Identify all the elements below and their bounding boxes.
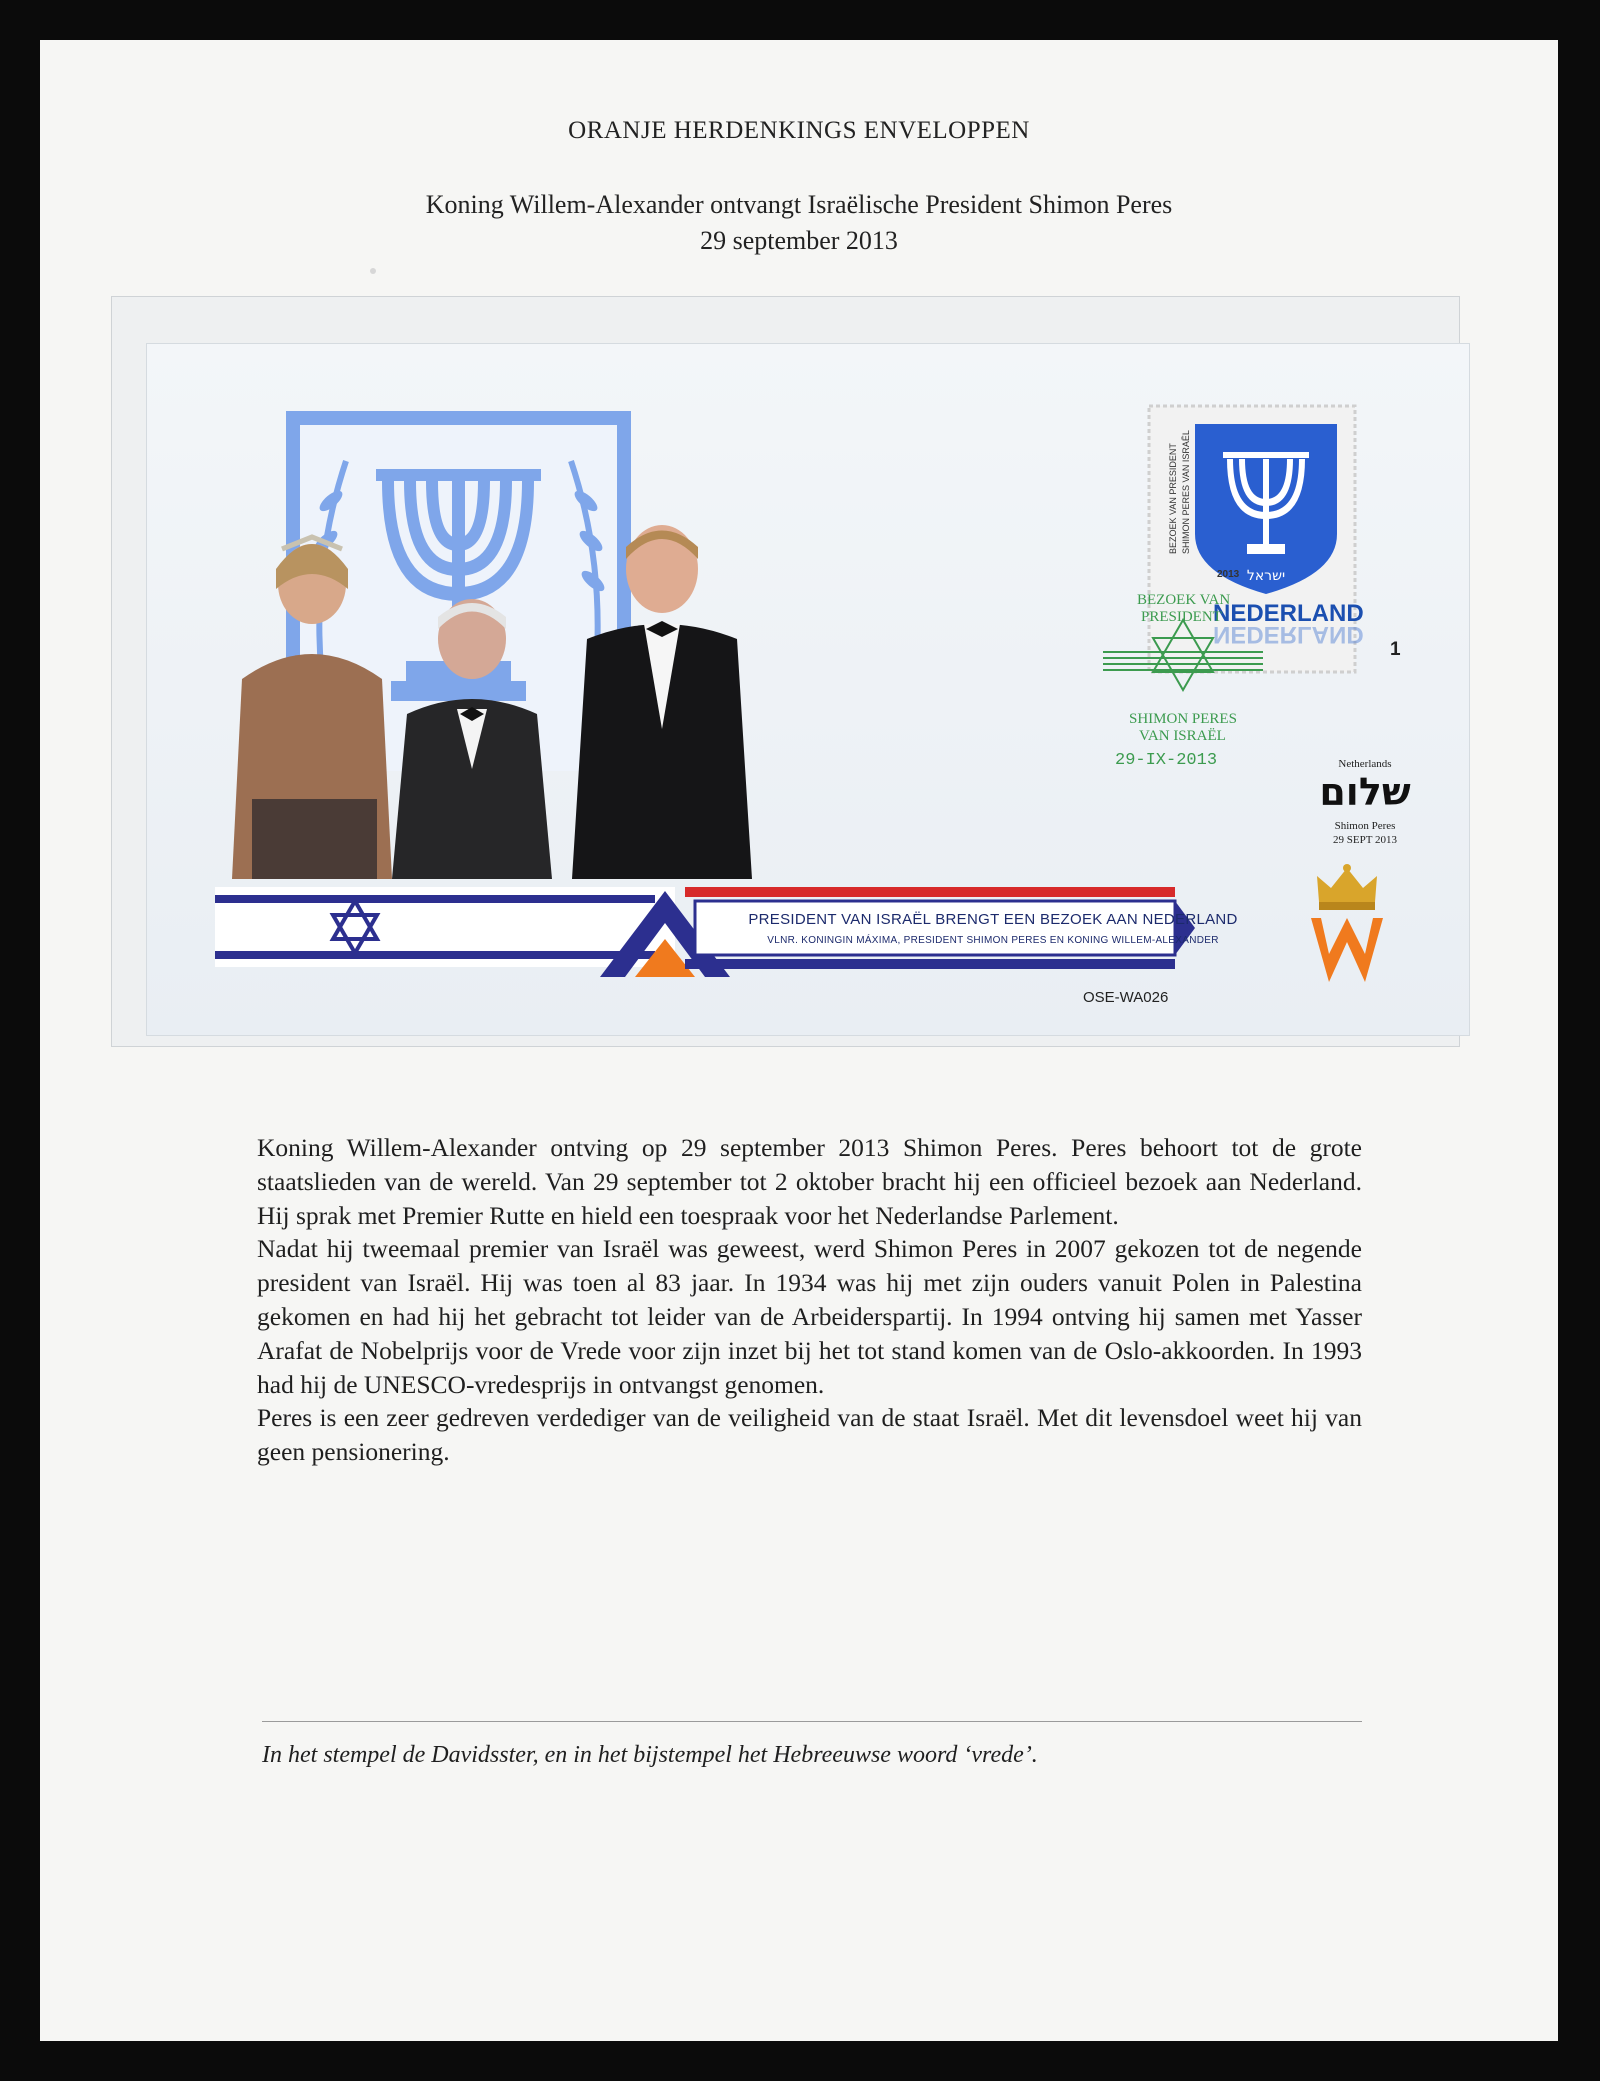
description-paragraph-2: Nadat hij tweemaal premier van Israël was geweest, werd Shimon Peres in 2007 gekozen tot de negende president van Israël. Hij was toen al 83 jaar. In 1934 was hij met zijn ouders vanuit Polen in Palestina gekomen en had hij het gebracht tot leider van de Arbeiderspartij. In 1994 ontving hij samen met Yasser Arafat de Nobelprijs voor de Vrede voor zijn inzet bij het tot stand komen van de Oslo-akkoorden. In 1993 had hij de UNESCO-vredesprijs in ontvangst genomen. bbox=[257, 1234, 1362, 1399]
description-text bbox=[257, 1131, 1362, 1469]
photo-person-king bbox=[572, 525, 752, 879]
description-paragraph-1: Koning Willem-Alexander ontving op 29 september 2013 Shimon Peres. Peres behoort tot de grote staatslieden van de wereld. Van 29 september tot 2 oktober bracht hij een officieel bezoek aan Nederland. Hij sprak met Premier Rutte en hield een toespraak voor het Nederlandse Parlement. bbox=[257, 1133, 1362, 1230]
stamp-side-text-2: SHIMON PERES VAN ISRAËL bbox=[1181, 430, 1191, 554]
aux-mark-country: Netherlands bbox=[1338, 758, 1392, 770]
stamp-value: 1 bbox=[1390, 639, 1401, 660]
page-title: ORANJE HERDENKINGS ENVELOPPEN bbox=[568, 117, 1030, 144]
page-subtitle: Koning Willem-Alexander ontvangt Israëlische President Shimon Peres bbox=[425, 190, 1173, 219]
aux-mark-hebrew-word: שלום bbox=[1319, 770, 1411, 814]
banner-caption: VLNR. KONINGIN MÁXIMA, PRESIDENT SHIMON PERES EN KONING WILLEM-ALEXANDER bbox=[767, 935, 1219, 946]
caption: In het stempel de Davidsster, en in het bijstempel het Hebreeuwse woord ‘vrede’. bbox=[262, 1742, 1038, 1768]
description-paragraph-3: Peres is een zeer gedreven verdediger van de veiligheid van de staat Israël. Met dit levensdoel weet hij van geen pensionering. bbox=[257, 1403, 1362, 1467]
banner-headline: PRESIDENT VAN ISRAËL BRENGT EEN BEZOEK AAN NEDERLAND bbox=[748, 911, 1238, 928]
commemorative-envelope bbox=[146, 343, 1470, 1036]
aux-mark-name: Shimon Peres bbox=[1334, 820, 1396, 832]
photo-person-queen bbox=[232, 537, 392, 879]
album-page bbox=[40, 40, 1558, 2041]
postmark-line-1: BEZOEK VAN bbox=[1137, 592, 1231, 608]
photo-person-president bbox=[392, 599, 552, 879]
envelope-code: OSE-WA026 bbox=[1083, 989, 1169, 1006]
postmark-line-2: PRESIDENT bbox=[1141, 609, 1222, 625]
photo-royals-and-president bbox=[232, 499, 792, 879]
postmark-line-3: SHIMON PERES bbox=[1129, 711, 1237, 727]
page-date: 29 september 2013 bbox=[700, 226, 898, 255]
stamp-country-reflection: NEDERLAND bbox=[1213, 621, 1364, 648]
postmark-date: 29-IX-2013 bbox=[1115, 751, 1218, 770]
caption-divider bbox=[262, 1721, 1362, 1722]
aux-mark-date: 29 SEPT 2013 bbox=[1333, 834, 1397, 846]
crown-monogram-logo bbox=[1307, 862, 1387, 992]
stamp-year: 2013 bbox=[1217, 569, 1240, 580]
page-mark bbox=[370, 268, 376, 274]
stamp-country: NEDERLAND bbox=[1213, 600, 1364, 627]
postmark-line-4: VAN ISRAËL bbox=[1139, 728, 1226, 744]
stamp-side-text-1: BEZOEK VAN PRESIDENT bbox=[1168, 443, 1178, 554]
stamp-emblem-text: ישראל bbox=[1246, 568, 1286, 584]
